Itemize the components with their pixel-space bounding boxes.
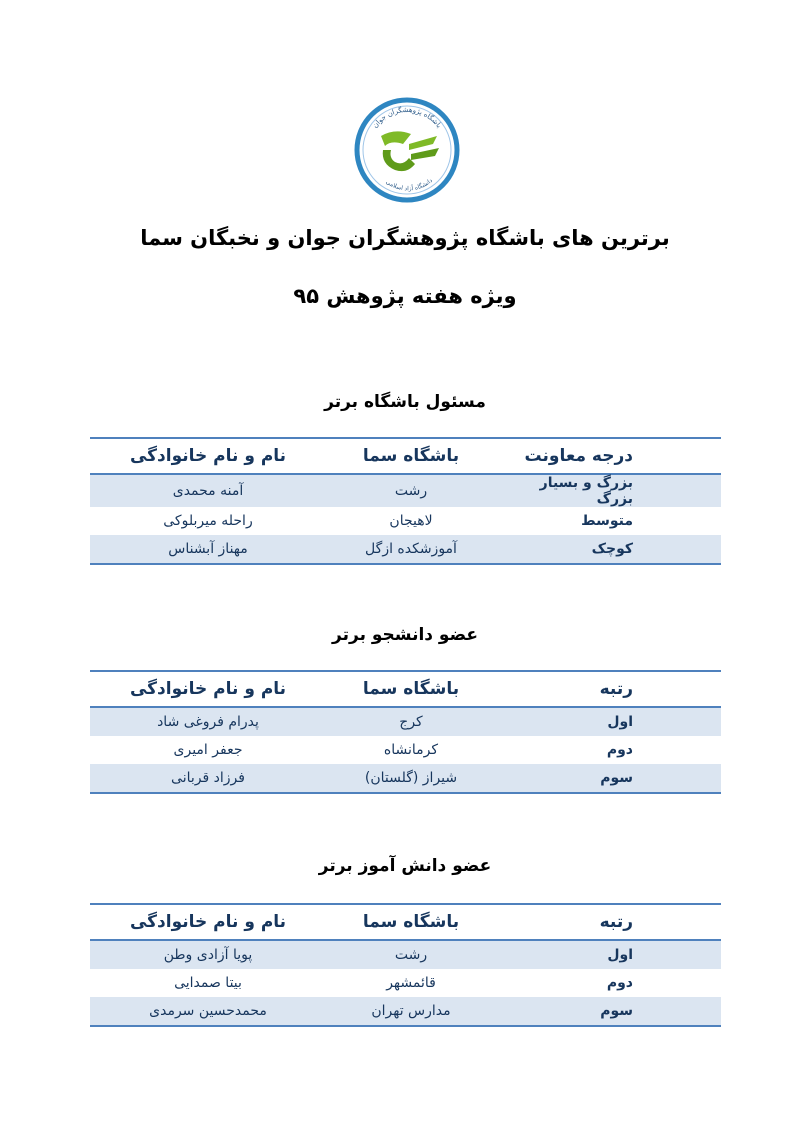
table-row (90, 969, 721, 997)
column-header-club: باشگاه سما (362, 679, 460, 699)
cell-club: مدارس تهران (326, 997, 496, 1026)
cell-rank: اول (496, 940, 721, 969)
table-row (90, 707, 721, 736)
page-title: برترین های باشگاه پژوهشگران جوان و نخبگان سما (140, 226, 670, 250)
table-row (90, 997, 721, 1026)
logo-bottom-text: دانشگاه آزاد اسلامی (384, 177, 434, 193)
cell-club: رشت (326, 940, 496, 969)
cell-club: رشت (326, 474, 496, 507)
column-header-rank: رتبه (599, 912, 633, 932)
column-header-rank: رتبه (599, 679, 633, 699)
table-row (90, 507, 721, 535)
column-header-name: نام و نام خانوادگی (129, 912, 287, 932)
top-pupil-table (90, 903, 721, 1027)
cell-name: پدرام فروغی شاد (90, 707, 326, 736)
cell-category: بزرگ و بسیار بزرگ (496, 474, 721, 507)
cell-club: شیراز (گلستان) (326, 764, 496, 793)
table-row (90, 940, 721, 969)
cell-name: آمنه محمدی (90, 474, 326, 507)
column-header-name: نام و نام خانوادگی (129, 446, 287, 466)
page-subtitle: ویژه هفته پژوهش ۹۵ (293, 284, 517, 308)
cell-rank: دوم (606, 975, 633, 991)
cell-name: بیتا صمدایی (174, 975, 242, 991)
logo-graphic (351, 94, 463, 206)
cell-club: کرج (326, 707, 496, 736)
top-manager-table (90, 437, 721, 565)
logo-arc-text: باشگاه پژوهشگران جوان (371, 105, 444, 130)
cell-rank: سوم (496, 997, 721, 1026)
cell-name: جعفر امیری (173, 742, 243, 758)
column-header-category: درجه معاونت (524, 446, 633, 466)
cell-name: فرزاد قربانی (90, 764, 326, 793)
column-header-club: باشگاه سما (362, 912, 460, 932)
cell-club: آموزشکده ازگل (326, 535, 496, 564)
cell-rank: اول (496, 707, 721, 736)
cell-name: پویا آزادی وطن (90, 940, 326, 969)
cell-club: قائمشهر (386, 975, 436, 991)
cell-name: محمدحسین سرمدی (90, 997, 326, 1026)
table-row (90, 474, 721, 507)
table-header-row (90, 438, 721, 474)
cell-name: مهناز آبشناس (90, 535, 326, 564)
cell-club: کرمانشاه (383, 742, 439, 758)
table-header-row (90, 671, 721, 707)
table-row (90, 764, 721, 793)
column-header-club: باشگاه سما (362, 446, 460, 466)
section-title-top-manager: مسئول باشگاه برتر (324, 392, 486, 412)
table-row (90, 736, 721, 764)
cell-rank: دوم (606, 742, 633, 758)
logo-ring (357, 100, 457, 200)
table-row (90, 535, 721, 564)
column-header-name: نام و نام خانوادگی (129, 679, 287, 699)
cell-rank: سوم (496, 764, 721, 793)
cell-category: متوسط (581, 513, 633, 529)
cell-club: لاهیجان (389, 513, 433, 529)
cell-category: کوچک (496, 535, 721, 564)
section-title-top-student: عضو دانشجو برتر (332, 625, 478, 645)
table-header-row (90, 904, 721, 940)
top-student-table (90, 670, 721, 794)
cell-name: راحله میربلوکی (163, 513, 253, 529)
section-title-top-pupil: عضو دانش آموز برتر (318, 856, 492, 876)
club-logo-icon (351, 94, 463, 206)
